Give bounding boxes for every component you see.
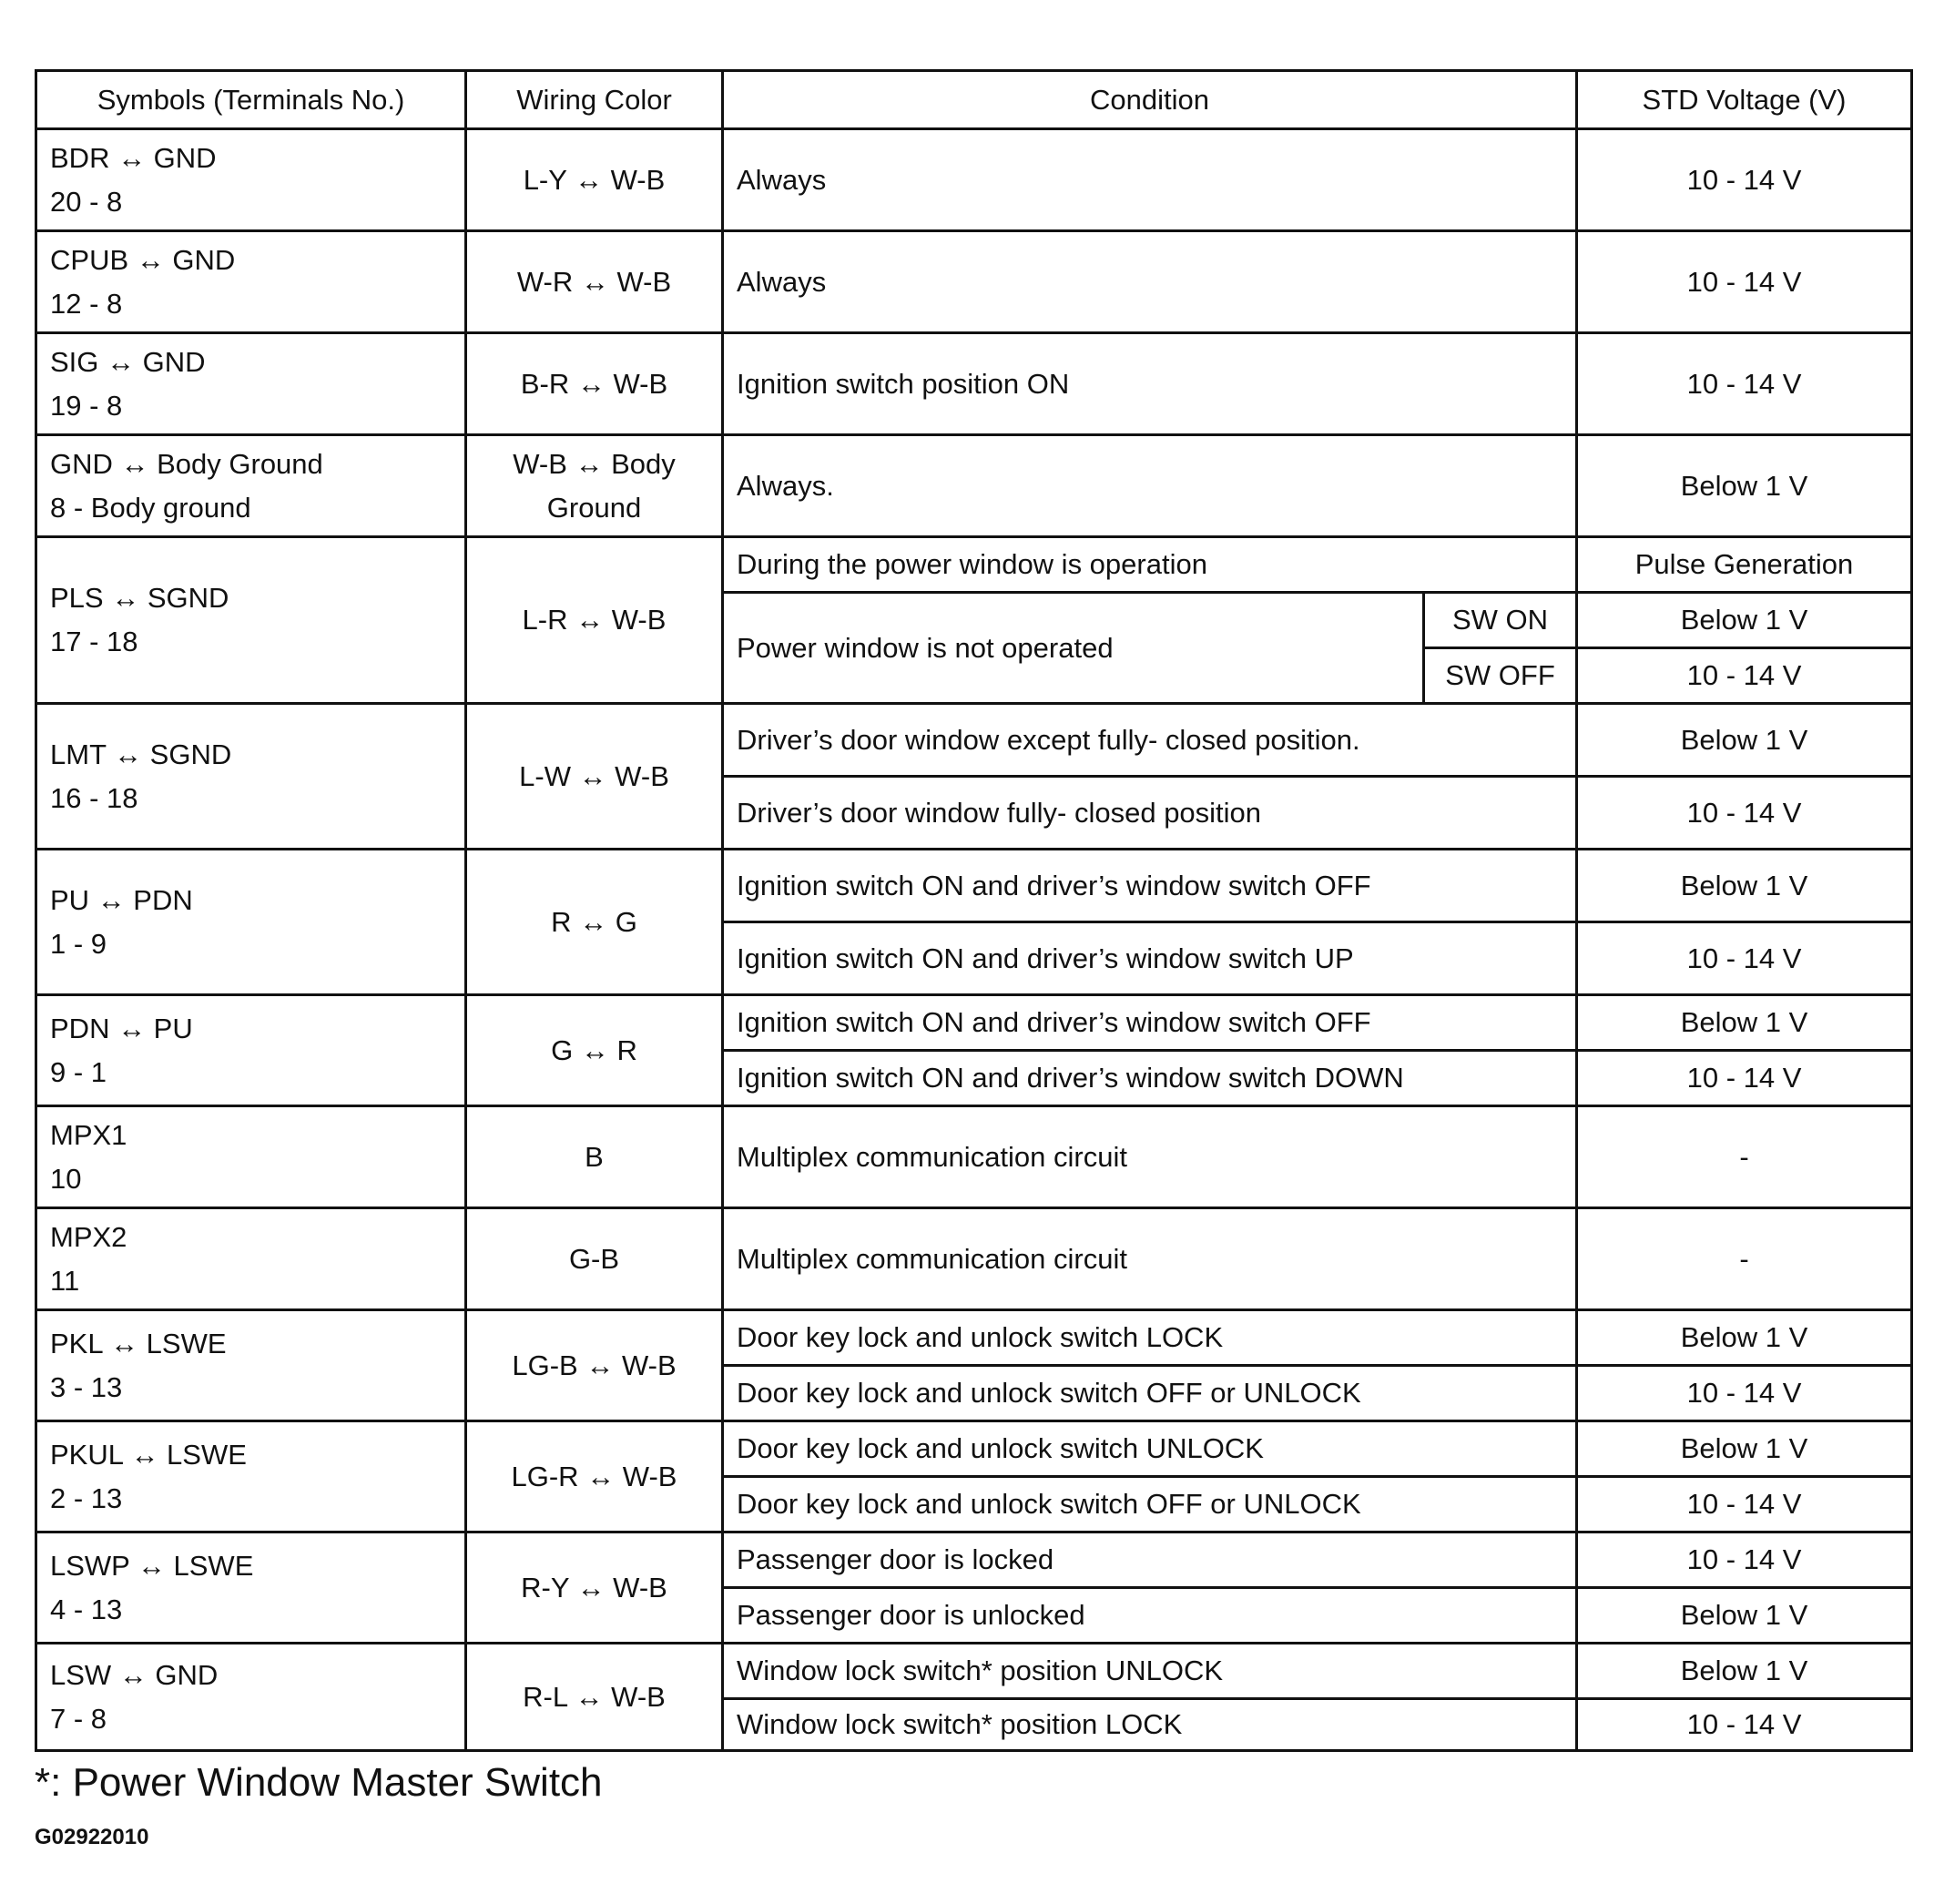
header-symbols: Symbols (Terminals No.) [36,71,466,129]
std-voltage-cell: - [1577,1208,1912,1310]
table-header-row [36,71,1912,129]
terminal-symbol: LSW ↔ GND [50,1658,219,1691]
terminal-numbers: 8 - Body ground [50,491,251,524]
terminal-symbol: PU ↔ PDN [50,883,193,916]
figure-id: G02922010 [35,1825,149,1849]
symbol-cell [36,704,466,850]
terminal-symbol: LSWP ↔ LSWE [50,1549,254,1582]
std-voltage-cell: 10 - 14 V [1577,129,1912,231]
condition-cell: Multiplex communication circuit [723,1208,1577,1310]
footnote: *: Power Window Master Switch [35,1760,603,1805]
header-std-voltage: STD Voltage (V) [1577,71,1912,129]
table-row [36,1532,1912,1588]
wiring-color-cell: LG-R ↔ W-B [466,1421,723,1532]
condition-cell: Door key lock and unlock switch LOCK [723,1310,1577,1366]
terminal-symbol: GND ↔ Body Ground [50,447,323,480]
std-voltage-cell: 10 - 14 V [1577,922,1912,995]
symbol-cell [36,231,466,333]
condition-cell: Power window is not operated [723,593,1424,704]
symbol-cell [36,1532,466,1644]
condition-cell: Multiplex communication circuit [723,1106,1577,1208]
condition-cell: Door key lock and unlock switch OFF or UNLOCK [723,1366,1577,1421]
table-row [36,1310,1912,1366]
condition-cell: Always [723,129,1577,231]
symbol-cell [36,1208,466,1310]
terminal-numbers: 2 - 13 [50,1481,123,1514]
terminal-numbers: 7 - 8 [50,1702,107,1735]
table-row [36,537,1912,593]
condition-cell: Passenger door is locked [723,1532,1577,1588]
terminal-numbers: 12 - 8 [50,287,123,320]
symbol-cell [36,850,466,995]
table-row [36,333,1912,435]
terminal-symbol: PKL ↔ LSWE [50,1327,227,1359]
table-row [36,704,1912,777]
wiring-color-cell: L-W ↔ W-B [466,704,723,850]
condition-cell: Ignition switch ON and driver’s window switch OFF [723,995,1577,1051]
condition-cell: Door key lock and unlock switch OFF or UNLOCK [723,1477,1577,1532]
terminal-symbol: PKUL ↔ LSWE [50,1438,247,1471]
table-row [36,231,1912,333]
terminal-numbers: 16 - 18 [50,781,138,814]
condition-cell: Driver’s door window except fully- closed position. [723,704,1577,777]
table-row [36,1106,1912,1208]
condition-cell: Always [723,231,1577,333]
table-row [36,1421,1912,1477]
wiring-color-cell: R ↔ G [466,850,723,995]
symbol-cell [36,1106,466,1208]
std-voltage-cell: Below 1 V [1577,435,1912,537]
terminal-symbol: CPUB ↔ GND [50,243,236,276]
terminal-numbers: 3 - 13 [50,1370,123,1403]
terminal-numbers: 20 - 8 [50,185,123,218]
table-row [36,995,1912,1051]
condition-cell: Ignition switch ON and driver’s window switch DOWN [723,1051,1577,1106]
terminal-symbol: MPX2 [50,1220,127,1253]
condition-cell: Window lock switch* position UNLOCK [723,1644,1577,1699]
symbol-cell [36,435,466,537]
table-row [36,129,1912,231]
wiring-color-cell: G-B [466,1208,723,1310]
symbol-cell [36,1644,466,1751]
std-voltage-cell: Below 1 V [1577,1644,1912,1699]
terminal-voltage-table [35,69,1913,1752]
std-voltage-cell: 10 - 14 V [1577,777,1912,850]
condition-cell: Ignition switch position ON [723,333,1577,435]
terminal-symbol: SIG ↔ GND [50,345,206,378]
table-row [36,850,1912,922]
std-voltage-cell: 10 - 14 V [1577,231,1912,333]
std-voltage-cell: Below 1 V [1577,1588,1912,1644]
terminal-numbers: 11 [50,1264,80,1297]
condition-cell: Driver’s door window fully- closed position [723,777,1577,850]
terminal-numbers: 10 [50,1162,82,1195]
std-voltage-cell: Below 1 V [1577,704,1912,777]
std-voltage-cell: - [1577,1106,1912,1208]
table-row [36,1644,1912,1699]
switch-state-cell: SW ON [1424,593,1577,648]
std-voltage-cell: 10 - 14 V [1577,1699,1912,1751]
std-voltage-cell: Below 1 V [1577,850,1912,922]
symbol-cell [36,129,466,231]
std-voltage-cell: 10 - 14 V [1577,648,1912,704]
symbol-cell [36,333,466,435]
terminal-symbol: PDN ↔ PU [50,1012,193,1044]
wiring-color-cell: LG-B ↔ W-B [466,1310,723,1421]
std-voltage-cell: 10 - 14 V [1577,1532,1912,1588]
terminal-symbol: BDR ↔ GND [50,141,217,174]
std-voltage-cell: Pulse Generation [1577,537,1912,593]
terminal-symbol: PLS ↔ SGND [50,582,229,614]
condition-cell: Always. [723,435,1577,537]
terminal-numbers: 19 - 8 [50,389,123,422]
condition-cell: Window lock switch* position LOCK [723,1699,1577,1751]
wiring-color-cell: W-R ↔ W-B [466,231,723,333]
condition-cell: Door key lock and unlock switch UNLOCK [723,1421,1577,1477]
wiring-color-cell: R-L ↔ W-B [466,1644,723,1751]
condition-cell: Ignition switch ON and driver’s window switch UP [723,922,1577,995]
terminal-symbol: MPX1 [50,1118,127,1151]
wiring-color-cell: B [466,1106,723,1208]
std-voltage-cell: Below 1 V [1577,1310,1912,1366]
wiring-color-cell: L-R ↔ W-B [466,537,723,704]
std-voltage-cell: 10 - 14 V [1577,1051,1912,1106]
condition-cell: During the power window is operation [723,537,1577,593]
terminal-numbers: 17 - 18 [50,626,138,657]
wiring-color-cell: B-R ↔ W-B [466,333,723,435]
table-row [36,435,1912,537]
wiring-color-cell: W-B ↔ Body Ground [466,435,723,537]
std-voltage-cell: Below 1 V [1577,593,1912,648]
std-voltage-cell: Below 1 V [1577,995,1912,1051]
std-voltage-cell: Below 1 V [1577,1421,1912,1477]
wiring-color-cell: R-Y ↔ W-B [466,1532,723,1644]
condition-cell: Passenger door is unlocked [723,1588,1577,1644]
terminal-numbers: 1 - 9 [50,927,107,960]
wiring-color-cell: G ↔ R [466,995,723,1106]
std-voltage-cell: 10 - 14 V [1577,333,1912,435]
terminal-numbers: 4 - 13 [50,1593,123,1625]
condition-cell: Ignition switch ON and driver’s window switch OFF [723,850,1577,922]
terminal-symbol: LMT ↔ SGND [50,738,232,770]
terminal-numbers: 9 - 1 [50,1055,107,1088]
spec-sheet [35,69,1913,1752]
symbol-cell [36,1310,466,1421]
symbol-cell [36,537,466,704]
std-voltage-cell: 10 - 14 V [1577,1366,1912,1421]
header-condition: Condition [723,71,1577,129]
table-row [36,1208,1912,1310]
symbol-cell [36,995,466,1106]
header-wiring-color: Wiring Color [466,71,723,129]
wiring-color-cell: L-Y ↔ W-B [466,129,723,231]
switch-state-cell: SW OFF [1424,648,1577,704]
std-voltage-cell: 10 - 14 V [1577,1477,1912,1532]
symbol-cell [36,1421,466,1532]
